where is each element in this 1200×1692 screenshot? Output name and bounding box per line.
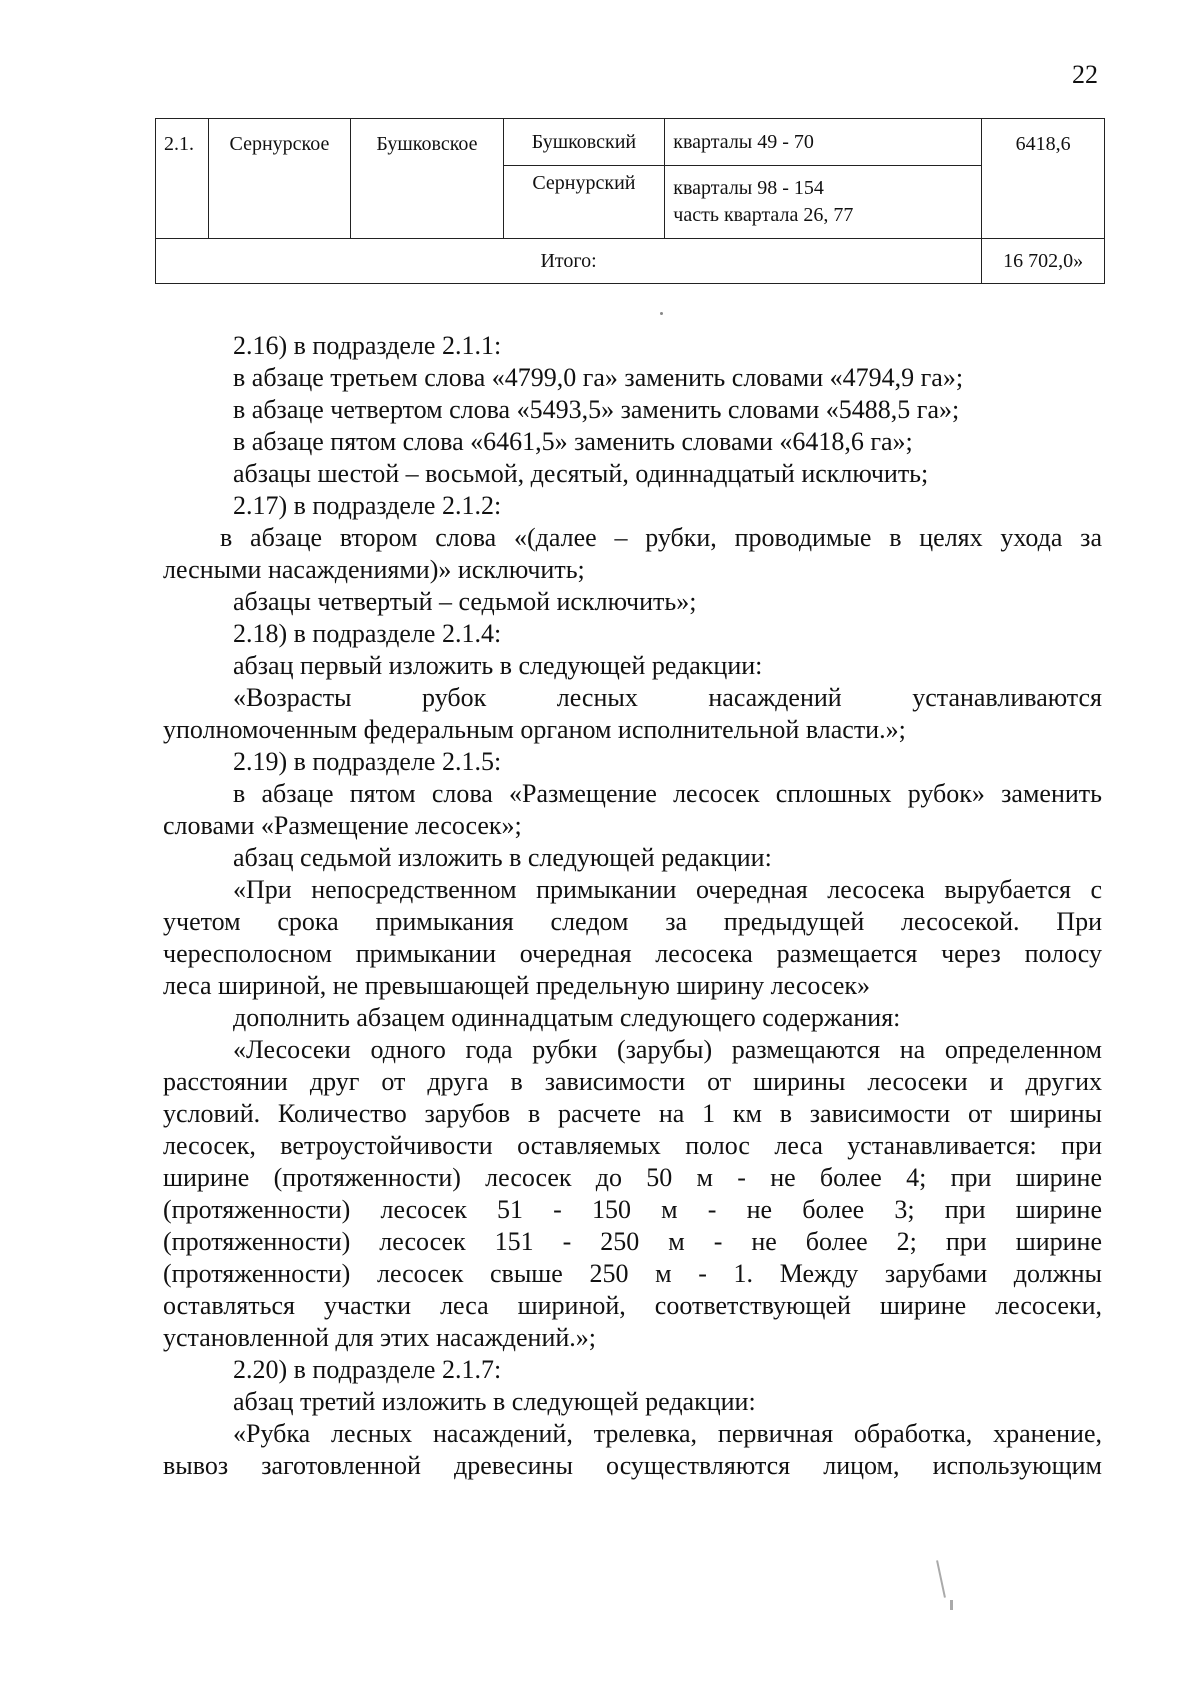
- text-line: абзац первый изложить в следующей редакции:: [233, 651, 763, 680]
- text-line: (протяженности) лесосек свыше 250 м - 1. Между зарубами должны: [163, 1259, 1102, 1288]
- forestry-quarters-table: [155, 118, 1105, 284]
- text-line: «При непосредственном примыкании очередная лесосека вырубается с: [233, 875, 1102, 904]
- row-number-cell: 2.1.: [156, 119, 209, 239]
- text-line: лесными насаждениями)» исключить;: [163, 555, 585, 584]
- text-line: «Возрасты рубок лесных насаждений устанавливаются: [233, 683, 1102, 712]
- text-line: абзац третий изложить в следующей редакции:: [233, 1387, 756, 1416]
- text-line: абзац седьмой изложить в следующей редакции:: [233, 843, 772, 872]
- scan-speck: [660, 312, 663, 315]
- text-line: леса шириной, не превышающей предельную ширину лесосек»: [163, 971, 871, 1000]
- text-line: 2.18) в подразделе 2.1.4:: [233, 619, 502, 648]
- area-cell: 6418,6: [982, 119, 1105, 239]
- text-line: в абзаце пятом слова «6461,5» заменить словами «6418,6 га»;: [233, 427, 913, 456]
- text-line: 2.19) в подразделе 2.1.5:: [233, 747, 502, 776]
- subforestry-cell: Сернурский: [503, 166, 665, 239]
- text-line: ширине (протяженности) лесосек до 50 м - не более 4; при ширине: [163, 1163, 1102, 1192]
- text-line: дополнить абзацем одиннадцатым следующего содержания:: [233, 1003, 901, 1032]
- table-row: [156, 119, 1105, 166]
- quarters-cell: [665, 166, 982, 239]
- text-line: 2.16) в подразделе 2.1.1:: [233, 331, 502, 360]
- text-line: в абзаце четвертом слова «5493,5» заменить словами «5488,5 га»;: [233, 395, 960, 424]
- table-total-row: [156, 239, 1105, 284]
- text-line: уполномоченным федеральным органом исполнительной власти.»;: [163, 715, 906, 744]
- text-line: словами «Размещение лесосек»;: [163, 811, 522, 840]
- text-line: в абзаце третьем слова «4799,0 га» заменить словами «4794,9 га»;: [233, 363, 964, 392]
- scan-artifact: [950, 1600, 953, 1610]
- subforestry-cell: Бушковский: [503, 119, 665, 166]
- text-line: (протяженности) лесосек 51 - 150 м - не более 3; при ширине: [163, 1195, 1102, 1224]
- text-line: оставляться участки леса шириной, соответствующей ширине лесосеки,: [163, 1291, 1102, 1320]
- page-number: 22: [1072, 60, 1098, 89]
- scan-artifact: [936, 1560, 946, 1598]
- text-line: 2.17) в подразделе 2.1.2:: [233, 491, 502, 520]
- total-label-cell: Итого:: [156, 239, 982, 284]
- text-line: «Рубка лесных насаждений, трелевка, первичная обработка, хранение,: [233, 1419, 1102, 1448]
- text-line: расстоянии друг от друга в зависимости от ширины лесосеки и других: [163, 1067, 1102, 1096]
- quarters-cell: кварталы 49 - 70: [665, 119, 982, 166]
- quarters-line: кварталы 98 - 154: [673, 177, 824, 199]
- quarters-line: часть квартала 26, 77: [673, 204, 854, 226]
- text-line: в абзаце втором слова «(далее – рубки, проводимые в целях ухода за: [220, 523, 1102, 552]
- forestry-cell: Бушковское: [351, 119, 503, 239]
- text-line: вывоз заготовленной древесины осуществляются лицом, использующим: [163, 1451, 1102, 1480]
- text-line: чересполосном примыкании очередная лесосека размещается через полосу: [163, 939, 1102, 968]
- district-cell: Сернурское: [208, 119, 351, 239]
- total-value-cell: 16 702,0»: [982, 239, 1105, 284]
- text-line: (протяженности) лесосек 151 - 250 м - не более 2; при ширине: [163, 1227, 1102, 1256]
- text-line: установленной для этих насаждений.»;: [163, 1323, 597, 1352]
- text-line: «Лесосеки одного года рубки (зарубы) размещаются на определенном: [233, 1035, 1102, 1064]
- text-line: лесосек, ветроустойчивости оставляемых полос леса устанавливается: при: [163, 1131, 1102, 1160]
- text-line: в абзаце пятом слова «Размещение лесосек сплошных рубок» заменить: [233, 779, 1102, 808]
- text-line: условий. Количество зарубов в расчете на 1 км в зависимости от ширины: [163, 1099, 1102, 1128]
- text-line: абзацы шестой – восьмой, десятый, одиннадцатый исключить;: [233, 459, 929, 488]
- text-line: 2.20) в подразделе 2.1.7:: [233, 1355, 502, 1384]
- text-line: учетом срока примыкания следом за предыдущей лесосекой. При: [163, 907, 1102, 936]
- text-line: абзацы четвертый – седьмой исключить»;: [233, 587, 697, 616]
